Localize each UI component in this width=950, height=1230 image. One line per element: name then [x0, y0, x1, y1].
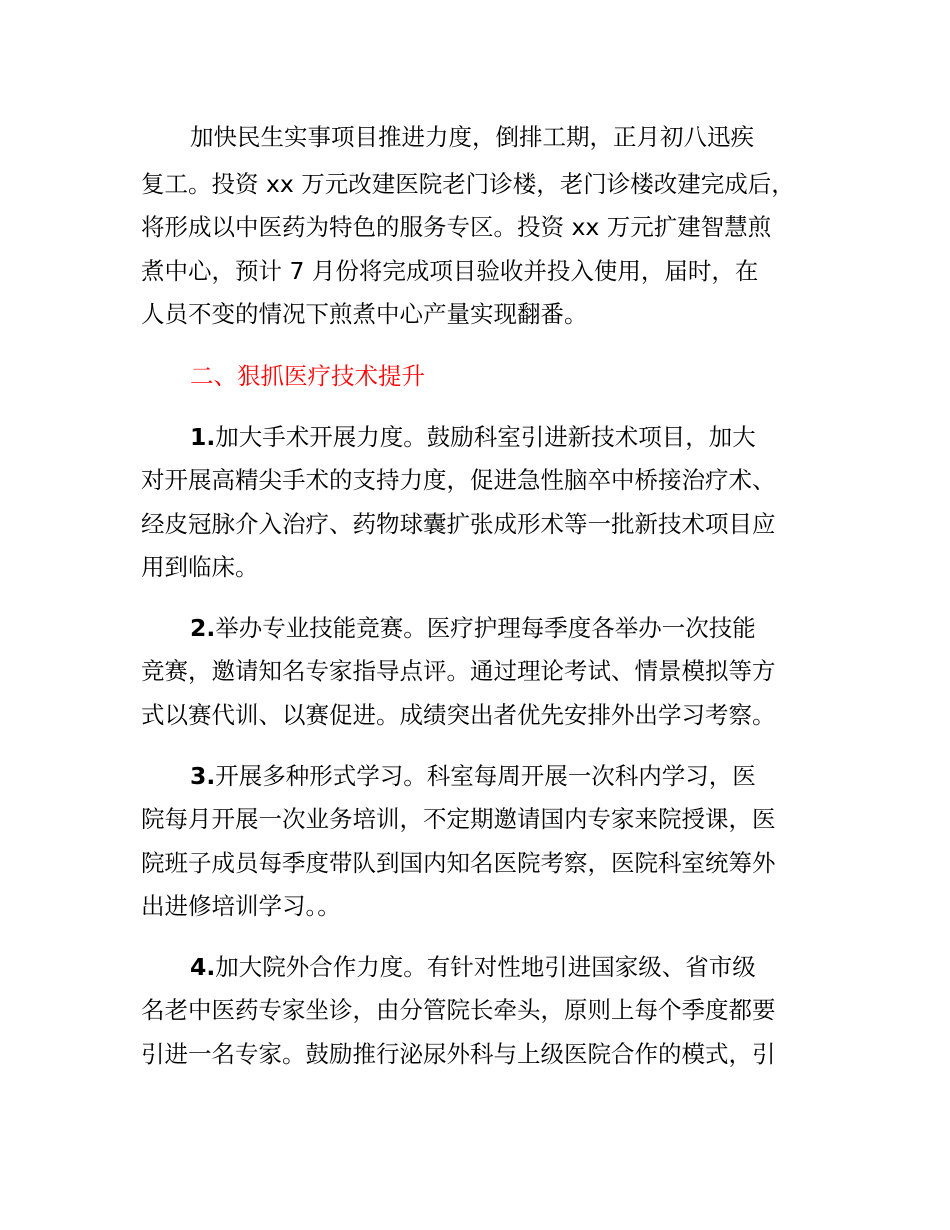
- item-text: 举办专业技能竞赛。医疗护理每季度各举办一次技能: [215, 614, 756, 642]
- item-number: 2.: [190, 614, 216, 642]
- section-heading: 二、狠抓医疗技术提升: [190, 362, 425, 390]
- item-line: 式以赛代训、以赛促进。成绩突出者优先安排外出学习考察。: [141, 701, 776, 729]
- item-line: 名老中医药专家坐诊，由分管院长牵头，原则上每个季度都要: [141, 996, 776, 1024]
- paragraph-line: 复工。投资 xx 万元改建医院老门诊楼，老门诊楼改建完成后，: [141, 170, 795, 198]
- paragraph-line: 加快民生实事项目推进力度，倒排工期，正月初八迅疾: [190, 123, 754, 151]
- item-text: 加大院外合作力度。有针对性地引进国家级、省市级: [215, 953, 756, 981]
- item-line: 对开展高精尖手术的支持力度，促进急性脑卒中桥接治疗术、: [141, 466, 776, 494]
- item-line: [190, 947, 880, 987]
- item-text: 加大手术开展力度。鼓励科室引进新技术项目，加大: [215, 423, 756, 451]
- paragraph-line: 人员不变的情况下煎煮中心产量实现翻番。: [141, 300, 588, 328]
- paragraph-line: 将形成以中医药为特色的服务专区。投资 xx 万元扩建智慧煎: [141, 213, 772, 241]
- item-line: 出进修培训学习。。: [141, 892, 341, 920]
- item-line: 院班子成员每季度带队到国内知名医院考察，医院科室统筹外: [141, 849, 776, 877]
- item-number: 4.: [190, 953, 216, 981]
- item-number: 1.: [190, 423, 216, 451]
- paragraph-line: 煮中心，预计 7 月份将完成项目验收并投入使用，届时，在: [141, 257, 759, 285]
- item-line: 竞赛，邀请知名专家指导点评。通过理论考试、情景模拟等方: [141, 657, 776, 685]
- item-line: [190, 608, 880, 648]
- item-text: 开展多种形式学习。科室每周开展一次科内学习，医: [215, 762, 756, 790]
- item-line: 用到临床。: [141, 553, 259, 581]
- item-line: [190, 756, 880, 796]
- item-line: 院每月开展一次业务培训，不定期邀请国内专家来院授课，医: [141, 805, 776, 833]
- item-line: 经皮冠脉介入治疗、药物球囊扩张成形术等一批新技术项目应: [141, 510, 776, 538]
- item-line: 引进一名专家。鼓励推行泌尿外科与上级医院合作的模式，引: [141, 1040, 776, 1068]
- item-line: [190, 417, 880, 457]
- item-number: 3.: [190, 762, 216, 790]
